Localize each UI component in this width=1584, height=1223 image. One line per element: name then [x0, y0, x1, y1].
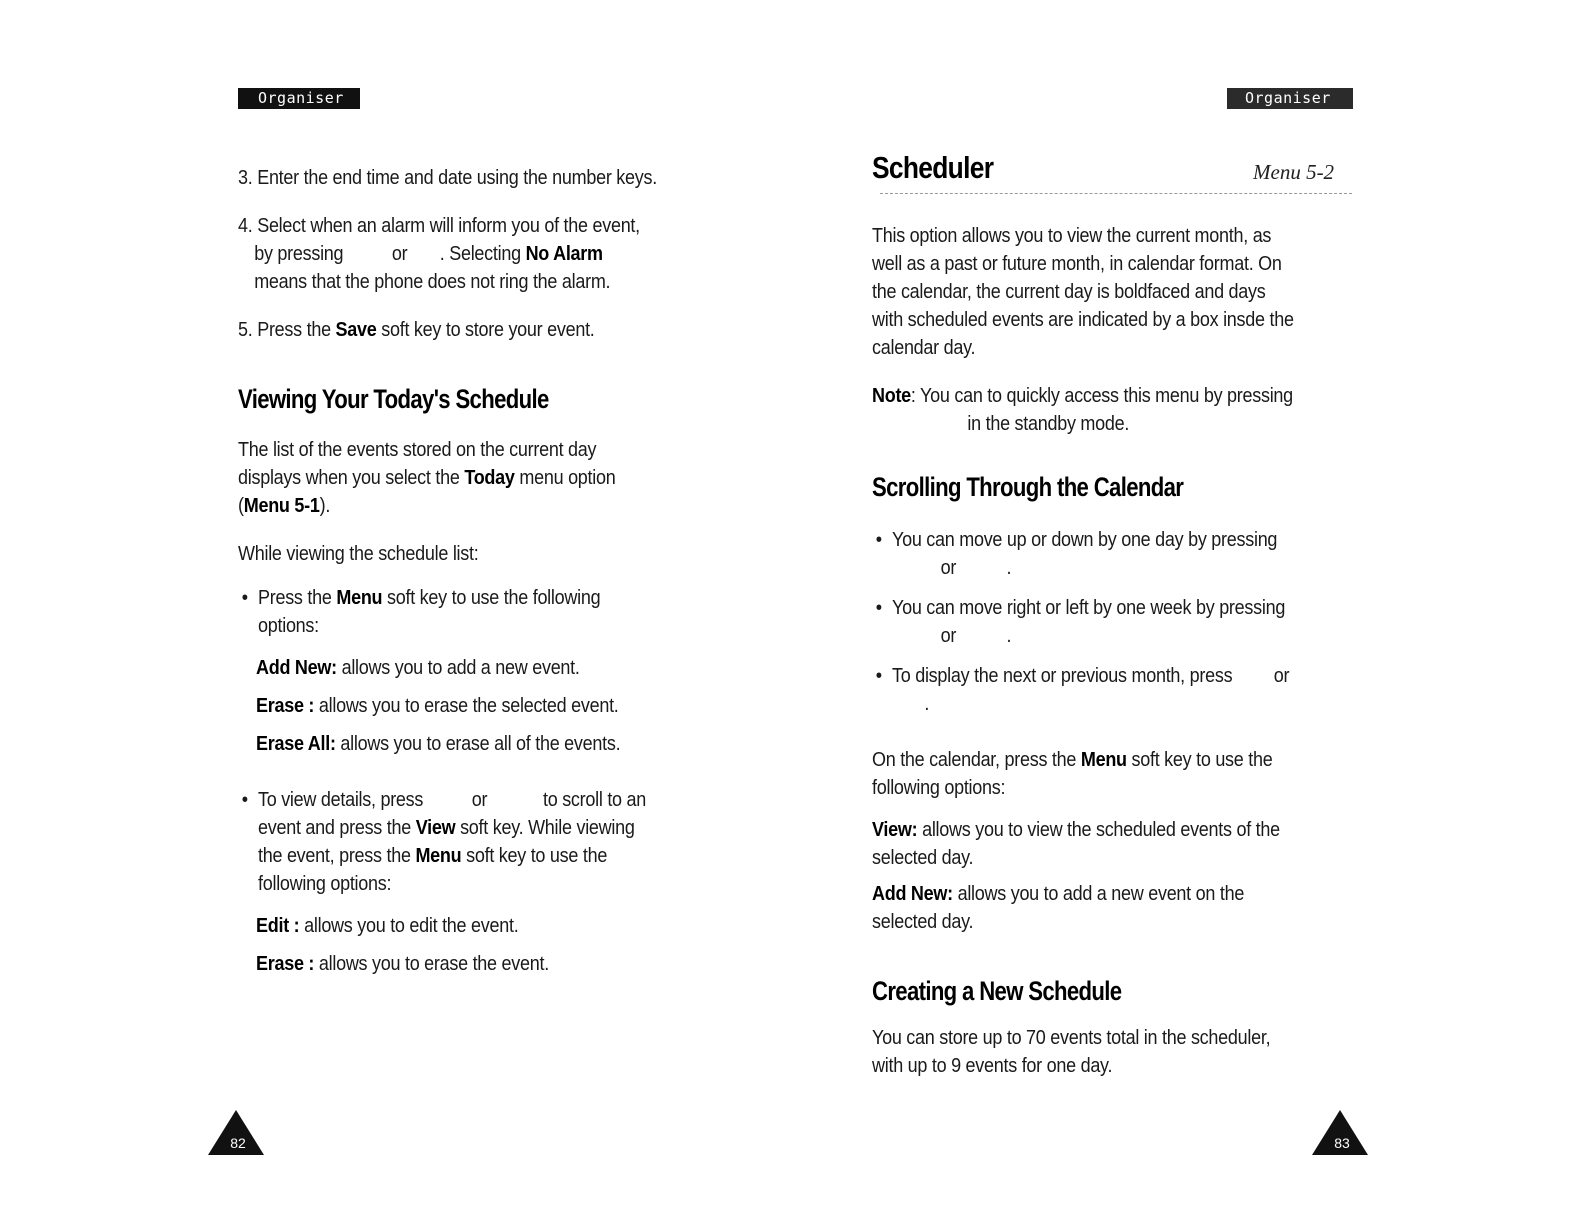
- note: Note: You can to quickly access this menu by pressing in the standby mode.: [872, 385, 1293, 435]
- todays-schedule-intro: The list of the events stored on the current day displays when you select the Today menu option (Menu 5-1).: [238, 439, 616, 517]
- section-tab-left: Organiser: [238, 88, 360, 109]
- menu-reference: Menu 5-2: [1253, 160, 1335, 184]
- option-add-new-day: Add New: allows you to add a new event on the selected day.: [872, 883, 1245, 933]
- calendar-menu-text: On the calendar, press the Menu soft key to use the following options:: [872, 749, 1273, 799]
- bullet-next-month: • To display the next or previous month, press or .: [892, 662, 1289, 718]
- heading-scrolling-calendar: Scrolling Through the Calendar: [872, 472, 1184, 502]
- option-erase-event: Erase : allows you to erase the event.: [256, 953, 549, 975]
- page-number-83: 83: [1312, 1110, 1372, 1158]
- section-tab-right: Organiser: [1227, 88, 1353, 109]
- scheduler-intro: This option allows you to view the current month, as well as a past or future month, in calendar format. On the calendar, the current day is boldfaced and days with scheduled events are indicated by a box insde the calendar day.: [872, 225, 1294, 359]
- step-5: 5. Press the Save soft key to store your event.: [238, 319, 595, 341]
- step-4: [238, 212, 640, 296]
- bullet-move-day: • You can move up or down by one day by pressing or .: [892, 526, 1277, 582]
- step-4-line-3: means that the phone does not ring the alarm.: [254, 271, 611, 293]
- page-number-82: 82: [208, 1110, 268, 1158]
- option-erase: Erase : allows you to erase the selected event.: [256, 695, 619, 717]
- while-viewing-text: While viewing the schedule list:: [238, 543, 479, 565]
- option-erase-all: Erase All: allows you to erase all of the events.: [256, 733, 621, 755]
- step-4-line-1: 4. Select when an alarm will inform you of the event,: [238, 215, 640, 237]
- option-view: View: allows you to view the scheduled events of the selected day.: [872, 819, 1280, 869]
- option-edit: Edit : allows you to edit the event.: [256, 915, 519, 937]
- heading-viewing-todays-schedule: Viewing Your Today's Schedule: [238, 384, 549, 414]
- heading-creating-new-schedule: Creating a New Schedule: [872, 976, 1122, 1006]
- option-add-new: Add New: allows you to add a new event.: [256, 657, 580, 679]
- bullet-move-week: • You can move right or left by one week by pressing or .: [892, 594, 1285, 650]
- title-divider: [880, 193, 1352, 194]
- bullet-menu-options: • Press the Menu soft key to use the following options:: [258, 584, 600, 640]
- bullet-view-details: • To view details, press or to scroll to an event and press the View soft key. While viewing the event, press the Menu soft key to use the following options:: [258, 786, 646, 898]
- page-title-scheduler: Scheduler: [872, 150, 994, 185]
- step-4-line-2: by pressing or . Selecting No Alarm: [254, 243, 603, 265]
- step-3: 3. Enter the end time and date using the number keys.: [238, 167, 657, 189]
- scheduler-capacity-text: You can store up to 70 events total in the scheduler, with up to 9 events for one day.: [872, 1027, 1271, 1077]
